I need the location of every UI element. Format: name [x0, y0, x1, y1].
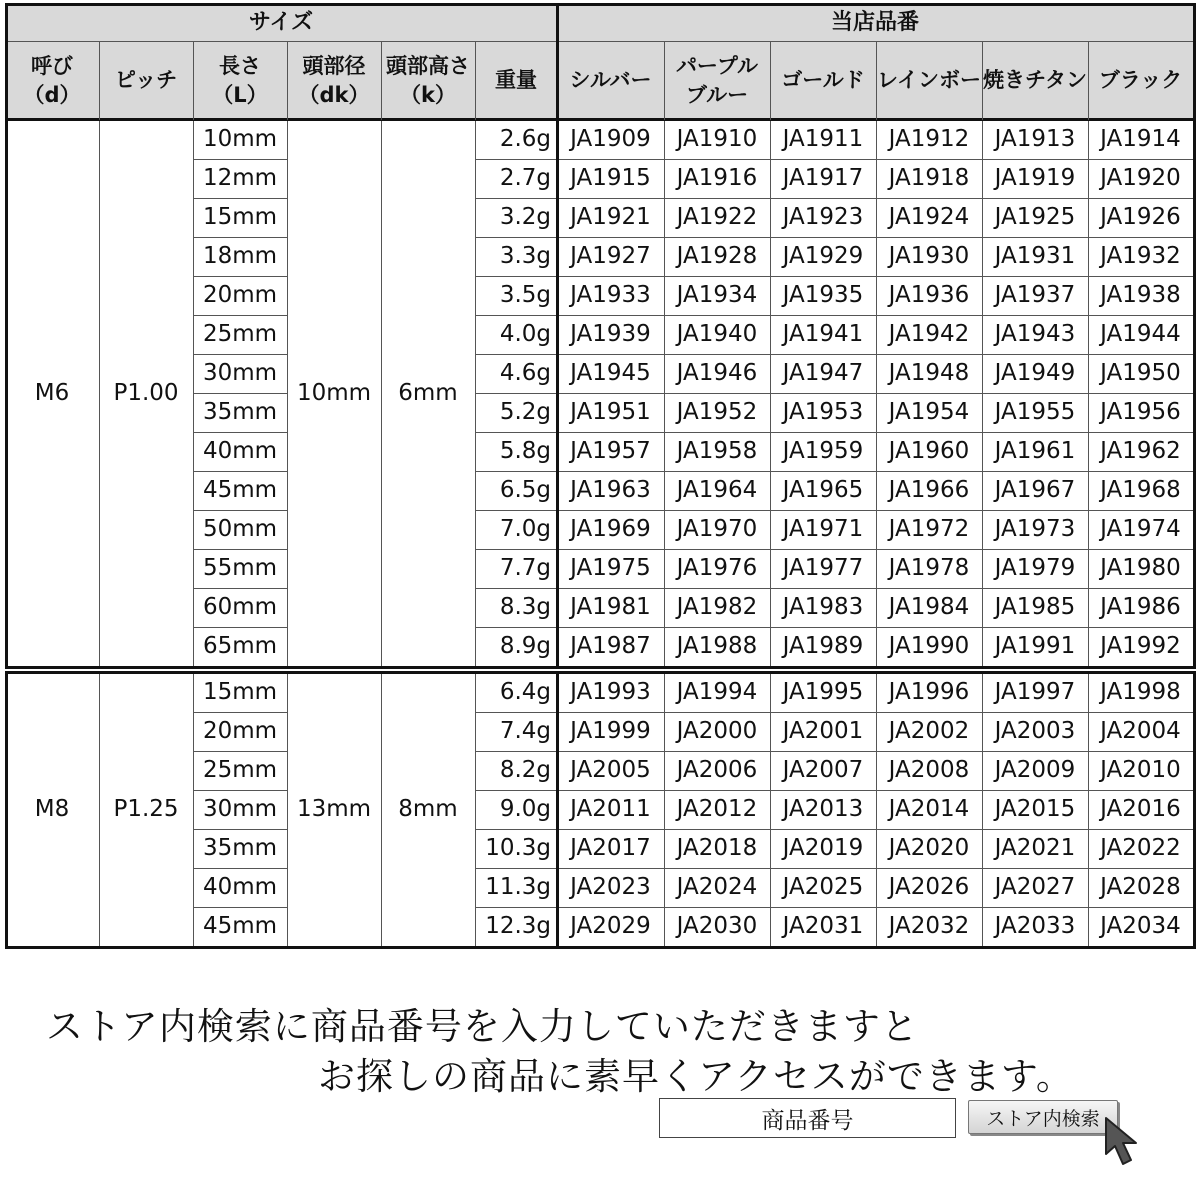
product-code-cell: JA1959 — [782, 438, 864, 464]
header-length-line: 長さ — [219, 54, 261, 79]
weight-cell: 3.3g — [499, 243, 551, 269]
header-head-diameter-line: 頭部径 — [302, 54, 366, 79]
header-pitch-line: ピッチ — [114, 68, 178, 93]
length-cell: 30mm — [202, 796, 278, 822]
product-code-cell: JA1942 — [888, 321, 970, 347]
column-divider — [1088, 120, 1089, 666]
column-divider — [556, 120, 559, 666]
product-code-cell: JA2024 — [676, 874, 758, 900]
length-cell: 60mm — [202, 594, 278, 620]
product-code-cell: JA2033 — [994, 913, 1076, 939]
product-code-cell: JA1944 — [1100, 321, 1181, 347]
product-code-cell: JA2018 — [676, 835, 758, 861]
column-divider — [287, 41, 288, 120]
header-yobi-line: （d） — [23, 82, 81, 107]
search-instruction-line2: お探しの商品に素早くアクセスができます。 — [318, 1055, 1074, 1098]
length-cell: 25mm — [202, 321, 278, 347]
column-divider — [5, 3, 8, 120]
row-divider — [193, 432, 287, 433]
header-color-label: レインボー — [877, 68, 981, 93]
header-store-code-group — [557, 5, 1193, 41]
product-code-cell: JA2015 — [994, 796, 1076, 822]
product-code-cell: JA1911 — [782, 126, 864, 152]
search-instruction-line1: ストア内検索に商品番号を入力していただきますと — [46, 1005, 919, 1048]
head-height-cell: 8mm — [398, 796, 458, 822]
product-code-cell: JA2017 — [570, 835, 651, 861]
product-code-cell: JA1978 — [888, 555, 970, 581]
head-diameter-cell: 10mm — [296, 379, 372, 406]
length-cell: 12mm — [202, 165, 278, 191]
header-color-0 — [557, 41, 664, 120]
row-divider — [5, 118, 1195, 121]
header-head-height — [381, 41, 475, 120]
product-code-cell: JA1962 — [1100, 438, 1181, 464]
product-code-cell: JA1941 — [782, 321, 864, 347]
weight-cell: 7.7g — [499, 555, 551, 581]
weight-cell: 2.7g — [499, 165, 551, 191]
product-code-cell: JA2025 — [782, 874, 864, 900]
product-code-cell: JA1969 — [570, 516, 651, 542]
product-code-cell: JA1924 — [888, 204, 970, 230]
product-code-cell: JA1995 — [782, 679, 864, 705]
product-code-cell: JA1997 — [994, 679, 1076, 705]
column-divider — [475, 673, 476, 946]
weight-cell: 10.3g — [485, 835, 551, 861]
column-divider — [1088, 41, 1089, 120]
column-divider — [1193, 3, 1196, 120]
product-code-cell: JA1980 — [1100, 555, 1181, 581]
product-code-cell: JA1979 — [994, 555, 1076, 581]
length-cell: 20mm — [202, 282, 278, 308]
product-code-cell: JA1947 — [782, 360, 864, 386]
product-code-cell: JA2028 — [1100, 874, 1181, 900]
column-divider — [381, 673, 382, 946]
product-code-cell: JA1916 — [676, 165, 758, 191]
product-code-cell: JA1917 — [782, 165, 864, 191]
product-code-cell: JA1961 — [994, 438, 1076, 464]
column-divider — [664, 120, 665, 666]
row-divider — [193, 588, 287, 589]
product-code-cell: JA1943 — [994, 321, 1076, 347]
row-divider — [475, 159, 1193, 160]
row-divider — [193, 198, 287, 199]
product-code-cell: JA1994 — [676, 679, 758, 705]
row-divider — [193, 712, 287, 713]
product-code-cell: JA1968 — [1100, 477, 1181, 503]
row-divider — [5, 671, 1195, 674]
column-divider — [876, 41, 877, 120]
weight-cell: 3.5g — [499, 282, 551, 308]
store-search-button[interactable]: ストア内検索 — [968, 1100, 1118, 1134]
product-code-cell: JA2021 — [994, 835, 1076, 861]
product-code-cell: JA1970 — [676, 516, 758, 542]
product-code-cell: JA2016 — [1100, 796, 1181, 822]
weight-cell: 8.2g — [499, 757, 551, 783]
header-size-group-label: サイズ — [248, 10, 314, 36]
product-code-cell: JA1966 — [888, 477, 970, 503]
product-code-cell: JA1965 — [782, 477, 864, 503]
column-divider — [193, 41, 194, 120]
product-code-cell: JA1952 — [676, 399, 758, 425]
weight-cell: 6.5g — [499, 477, 551, 503]
product-code-cell: JA2026 — [888, 874, 970, 900]
row-divider — [475, 627, 1193, 628]
product-code-cell: JA2020 — [888, 835, 970, 861]
column-divider — [99, 41, 100, 120]
header-length — [193, 41, 287, 120]
product-code-cell: JA1993 — [570, 679, 651, 705]
length-cell: 15mm — [202, 679, 278, 705]
row-divider — [193, 237, 287, 238]
weight-cell: 5.2g — [499, 399, 551, 425]
row-divider — [475, 790, 1193, 791]
arrow-cursor-icon — [1104, 1116, 1150, 1168]
length-cell: 30mm — [202, 360, 278, 386]
product-code-cell: JA1928 — [676, 243, 758, 269]
header-color-label: シルバー — [569, 68, 652, 93]
product-code-cell: JA2011 — [570, 796, 651, 822]
column-divider — [99, 673, 100, 946]
header-color-2 — [770, 41, 876, 120]
weight-cell: 7.0g — [499, 516, 551, 542]
weight-cell: 12.3g — [485, 913, 551, 939]
product-code-cell: JA2032 — [888, 913, 970, 939]
column-divider — [381, 120, 382, 666]
row-divider — [5, 666, 1195, 669]
product-code-cell: JA1991 — [994, 633, 1076, 659]
row-divider — [475, 276, 1193, 277]
weight-cell: 8.3g — [499, 594, 551, 620]
length-cell: 35mm — [202, 399, 278, 425]
length-cell: 20mm — [202, 718, 278, 744]
column-divider — [1193, 671, 1196, 949]
row-divider — [475, 471, 1193, 472]
product-code-cell: JA1914 — [1100, 126, 1181, 152]
product-code-cell: JA1933 — [570, 282, 651, 308]
product-code-cell: JA1945 — [570, 360, 651, 386]
product-code-cell: JA1948 — [888, 360, 970, 386]
header-weight-line: 重量 — [495, 68, 537, 93]
length-cell: 50mm — [202, 516, 278, 542]
product-code-cell: JA2013 — [782, 796, 864, 822]
column-divider — [381, 41, 382, 120]
weight-cell: 4.0g — [499, 321, 551, 347]
product-code-cell: JA2027 — [994, 874, 1076, 900]
row-divider — [193, 751, 287, 752]
row-divider — [193, 627, 287, 628]
row-divider — [475, 907, 1193, 908]
weight-cell: 8.9g — [499, 633, 551, 659]
product-code-cell: JA2031 — [782, 913, 864, 939]
header-color-label: ゴールド — [781, 68, 865, 93]
product-code-cell: JA1963 — [570, 477, 651, 503]
product-code-cell: JA1921 — [570, 204, 651, 230]
product-code-cell: JA2030 — [676, 913, 758, 939]
row-divider — [193, 510, 287, 511]
header-head-diameter-line: （dk） — [298, 82, 370, 107]
product-code-cell: JA2007 — [782, 757, 864, 783]
column-divider — [982, 673, 983, 946]
product-code-cell: JA1938 — [1100, 282, 1181, 308]
length-cell: 25mm — [202, 757, 278, 783]
product-code-cell: JA1985 — [994, 594, 1076, 620]
product-code-cell: JA2002 — [888, 718, 970, 744]
column-divider — [1088, 673, 1089, 946]
header-head-height-line: 頭部高さ — [386, 54, 470, 79]
product-code-cell: JA1915 — [570, 165, 651, 191]
weight-cell: 9.0g — [499, 796, 551, 822]
product-code-cell: JA1951 — [570, 399, 651, 425]
product-code-cell: JA1931 — [994, 243, 1076, 269]
product-code-cell: JA2006 — [676, 757, 758, 783]
product-code-cell: JA2003 — [994, 718, 1076, 744]
product-code-cell: JA2000 — [676, 718, 758, 744]
column-divider — [475, 41, 476, 120]
product-code-cell: JA1953 — [782, 399, 864, 425]
product-code-cell: JA1912 — [888, 126, 970, 152]
product-code-cell: JA2009 — [994, 757, 1076, 783]
header-yobi-line: 呼び — [31, 54, 73, 79]
product-code-cell: JA1984 — [888, 594, 970, 620]
product-code-cell: JA1913 — [994, 126, 1076, 152]
column-divider — [982, 41, 983, 120]
product-code-cell: JA1957 — [570, 438, 651, 464]
product-code-cell: JA1950 — [1100, 360, 1181, 386]
product-code-cell: JA1937 — [994, 282, 1076, 308]
row-divider — [193, 393, 287, 394]
product-code-cell: JA1999 — [570, 718, 651, 744]
product-code-cell: JA2019 — [782, 835, 864, 861]
head-diameter-cell: 13mm — [296, 796, 372, 822]
product-code-cell: JA1983 — [782, 594, 864, 620]
weight-cell: 7.4g — [499, 718, 551, 744]
product-code-cell: JA1975 — [570, 555, 651, 581]
product-code-cell: JA2004 — [1100, 718, 1181, 744]
product-code-cell: JA1977 — [782, 555, 864, 581]
length-cell: 40mm — [202, 874, 278, 900]
row-divider — [475, 393, 1193, 394]
header-color-label: ブルー — [685, 82, 749, 107]
product-code-cell: JA1996 — [888, 679, 970, 705]
row-divider — [193, 315, 287, 316]
column-divider — [5, 118, 8, 669]
column-divider — [770, 41, 771, 120]
row-divider — [193, 868, 287, 869]
column-divider — [876, 673, 877, 946]
product-code-cell: JA1972 — [888, 516, 970, 542]
header-color-4 — [982, 41, 1088, 120]
header-weight — [475, 41, 557, 120]
column-divider — [770, 120, 771, 666]
product-code-cell: JA2012 — [676, 796, 758, 822]
column-divider — [664, 673, 665, 946]
row-divider — [5, 41, 1195, 42]
product-code-cell: JA1935 — [782, 282, 864, 308]
product-code-cell: JA2022 — [1100, 835, 1181, 861]
length-cell: 15mm — [202, 204, 278, 230]
column-divider — [287, 673, 288, 946]
header-color-label: ブラック — [1098, 68, 1183, 93]
header-color-1 — [664, 41, 770, 120]
product-code-cell: JA1930 — [888, 243, 970, 269]
row-divider — [475, 829, 1193, 830]
yobi-cell: M6 — [34, 379, 70, 406]
product-code-cell: JA1988 — [676, 633, 758, 659]
header-length-line: （L） — [212, 82, 268, 107]
length-cell: 10mm — [202, 126, 278, 152]
row-divider — [5, 3, 1195, 6]
product-code-cell: JA1939 — [570, 321, 651, 347]
header-size-group — [5, 5, 557, 41]
length-cell: 40mm — [202, 438, 278, 464]
length-cell: 55mm — [202, 555, 278, 581]
product-code-cell: JA2023 — [570, 874, 651, 900]
product-code-cell: JA1923 — [782, 204, 864, 230]
product-code-cell: JA1927 — [570, 243, 651, 269]
product-code-cell: JA1949 — [994, 360, 1076, 386]
product-code-cell: JA1936 — [888, 282, 970, 308]
header-color-5 — [1088, 41, 1193, 120]
product-code-cell: JA1920 — [1100, 165, 1181, 191]
weight-cell: 6.4g — [499, 679, 551, 705]
row-divider — [475, 868, 1193, 869]
pitch-cell: P1.00 — [113, 379, 179, 406]
yobi-cell: M8 — [34, 796, 70, 822]
product-code-cell: JA1960 — [888, 438, 970, 464]
row-divider — [475, 198, 1193, 199]
column-divider — [770, 673, 771, 946]
product-code-cell: JA1976 — [676, 555, 758, 581]
row-divider — [475, 751, 1193, 752]
column-divider — [193, 120, 194, 666]
row-divider — [475, 588, 1193, 589]
header-head-diameter — [287, 41, 381, 120]
length-cell: 45mm — [202, 913, 278, 939]
product-code-cell: JA1964 — [676, 477, 758, 503]
row-divider — [475, 237, 1193, 238]
product-code-cell: JA1909 — [570, 126, 651, 152]
row-divider — [193, 159, 287, 160]
column-divider — [287, 120, 288, 666]
row-divider — [193, 471, 287, 472]
product-code-cell: JA1989 — [782, 633, 864, 659]
header-yobi — [5, 41, 99, 120]
product-code-cell: JA1925 — [994, 204, 1076, 230]
product-code-cell: JA1926 — [1100, 204, 1181, 230]
product-code-cell: JA1922 — [676, 204, 758, 230]
header-head-height-line: （k） — [400, 82, 456, 107]
product-code-cell: JA1986 — [1100, 594, 1181, 620]
product-code-cell: JA1981 — [570, 594, 651, 620]
product-code-cell: JA2001 — [782, 718, 864, 744]
row-divider — [193, 790, 287, 791]
product-code-cell: JA1974 — [1100, 516, 1181, 542]
product-code-cell: JA1967 — [994, 477, 1076, 503]
column-divider — [876, 120, 877, 666]
product-code-cell: JA1987 — [570, 633, 651, 659]
product-code-cell: JA2034 — [1100, 913, 1181, 939]
product-code-cell: JA1956 — [1100, 399, 1181, 425]
row-divider — [193, 354, 287, 355]
header-pitch — [99, 41, 193, 120]
row-divider — [5, 946, 1195, 949]
product-code-cell: JA1946 — [676, 360, 758, 386]
product-code-cell: JA1973 — [994, 516, 1076, 542]
store-search-input[interactable]: 商品番号 — [659, 1098, 956, 1138]
product-code-cell: JA1954 — [888, 399, 970, 425]
product-code-cell: JA1990 — [888, 633, 970, 659]
column-divider — [664, 41, 665, 120]
weight-cell: 5.8g — [499, 438, 551, 464]
row-divider — [475, 712, 1193, 713]
product-code-cell: JA1918 — [888, 165, 970, 191]
product-code-cell: JA1929 — [782, 243, 864, 269]
column-divider — [556, 3, 559, 120]
product-code-cell: JA2008 — [888, 757, 970, 783]
row-divider — [475, 549, 1193, 550]
column-divider — [5, 671, 8, 949]
header-store-code-group-label: 当店品番 — [830, 10, 919, 36]
weight-cell: 3.2g — [499, 204, 551, 230]
product-code-cell: JA1971 — [782, 516, 864, 542]
header-color-label: パープル — [675, 54, 759, 79]
length-cell: 65mm — [202, 633, 278, 659]
row-divider — [193, 829, 287, 830]
product-code-cell: JA1955 — [994, 399, 1076, 425]
product-code-cell: JA1958 — [676, 438, 758, 464]
weight-cell: 4.6g — [499, 360, 551, 386]
weight-cell: 2.6g — [499, 126, 551, 152]
product-code-cell: JA1982 — [676, 594, 758, 620]
column-divider — [1193, 118, 1196, 669]
product-code-cell: JA1934 — [676, 282, 758, 308]
row-divider — [475, 510, 1193, 511]
weight-cell: 11.3g — [485, 874, 551, 900]
column-divider — [99, 120, 100, 666]
length-cell: 18mm — [202, 243, 278, 269]
product-code-cell: JA1919 — [994, 165, 1076, 191]
product-code-cell: JA2010 — [1100, 757, 1181, 783]
length-cell: 45mm — [202, 477, 278, 503]
row-divider — [475, 315, 1193, 316]
row-divider — [193, 549, 287, 550]
column-divider — [982, 120, 983, 666]
row-divider — [193, 276, 287, 277]
product-code-cell: JA1910 — [676, 126, 758, 152]
product-code-cell: JA1992 — [1100, 633, 1181, 659]
row-divider — [475, 432, 1193, 433]
head-height-cell: 6mm — [398, 379, 458, 406]
product-code-cell: JA2029 — [570, 913, 651, 939]
column-divider — [193, 673, 194, 946]
pitch-cell: P1.25 — [113, 796, 179, 822]
length-cell: 35mm — [202, 835, 278, 861]
product-code-cell: JA2014 — [888, 796, 970, 822]
column-divider — [475, 120, 476, 666]
product-code-cell: JA2005 — [570, 757, 651, 783]
row-divider — [193, 907, 287, 908]
column-divider — [556, 673, 559, 946]
product-code-cell: JA1940 — [676, 321, 758, 347]
row-divider — [475, 354, 1193, 355]
header-color-label: 焼きチタン — [983, 68, 1087, 93]
header-color-3 — [876, 41, 982, 120]
product-code-cell: JA1932 — [1100, 243, 1181, 269]
product-code-cell: JA1998 — [1100, 679, 1181, 705]
